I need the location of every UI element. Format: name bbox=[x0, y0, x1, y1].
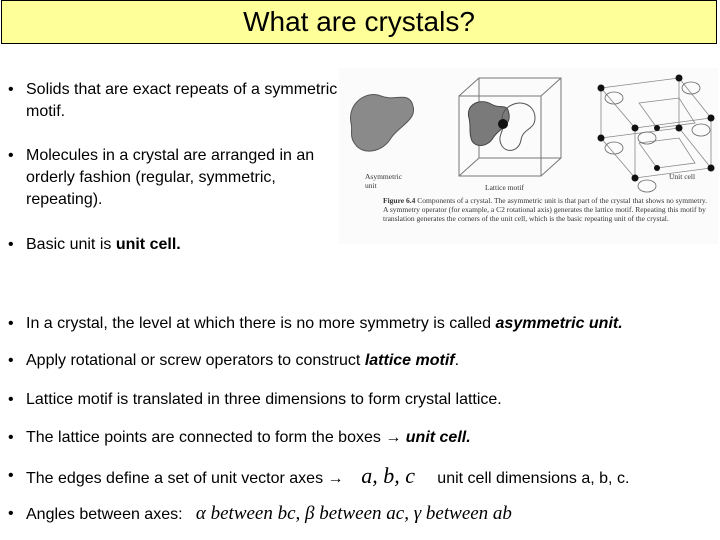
bullet-axis-angles bbox=[8, 503, 718, 526]
bullet-lattice-motif bbox=[8, 350, 718, 372]
bullet-dot: • bbox=[8, 81, 14, 98]
bullet-crystal-lattice bbox=[8, 389, 718, 411]
bullet-lattice-points bbox=[8, 427, 718, 449]
bullet-dot: • bbox=[8, 352, 14, 369]
unit-vector-math: a, b, c bbox=[361, 463, 416, 488]
bullet-dot: • bbox=[8, 505, 14, 522]
bullet-symmetric-motif bbox=[8, 79, 338, 123]
figure-caption bbox=[383, 196, 713, 223]
bullet-text: Molecules in a crystal are arranged in an orderly fashion (regular, symmetric, repeating). bbox=[26, 147, 315, 208]
axis-angles-math: α between bc, β between ac, γ between ab bbox=[195, 503, 512, 524]
bullet-text: Lattice motif is translated in three dimensions to form crystal lattice. bbox=[26, 391, 502, 408]
bullet-text: Apply rotational or screw operators to construct bbox=[26, 352, 365, 369]
rotation-axis-dot bbox=[498, 119, 508, 129]
bullet-dot: • bbox=[8, 147, 14, 164]
arrow-icon: → bbox=[327, 470, 344, 487]
figure-caption-label: Figure 6.4 bbox=[383, 196, 416, 205]
bullet-suffix: . bbox=[454, 352, 460, 369]
bullet-dot: • bbox=[8, 467, 14, 484]
bullet-text: The lattice points are connected to form the boxes bbox=[26, 429, 386, 446]
bullet-asymmetric-unit bbox=[8, 313, 718, 335]
bullet-dot: • bbox=[8, 236, 14, 253]
bullet-unit-vectors bbox=[8, 465, 718, 490]
bullet-emph: unit cell. bbox=[115, 236, 181, 253]
bullet-orderly-fashion bbox=[8, 145, 338, 211]
arrow-icon: → bbox=[385, 429, 402, 446]
title-bar bbox=[1, 0, 717, 44]
bullet-suffix: unit cell dimensions a, b, c. bbox=[437, 470, 630, 487]
label-unit-cell: Unit cell bbox=[669, 172, 696, 181]
bullet-emph: lattice motif bbox=[364, 352, 455, 369]
crystal-components-figure bbox=[339, 68, 718, 244]
asymmetric-unit-blob bbox=[350, 95, 413, 152]
label-asymmetric-unit: Asymmetric unit bbox=[365, 172, 403, 190]
bullet-text: Angles between axes: bbox=[26, 506, 183, 523]
bullet-dot: • bbox=[8, 429, 14, 446]
page-title: What are crystals? bbox=[243, 6, 475, 37]
bullet-text: Solids that are exact repeats of a symmetric motif. bbox=[26, 81, 338, 120]
bullet-emph: unit cell. bbox=[405, 429, 471, 446]
bullet-unit-cell bbox=[8, 234, 338, 256]
bullet-text: Basic unit is bbox=[26, 236, 116, 253]
bullet-dot: • bbox=[8, 391, 14, 408]
bullet-text: In a crystal, the level at which there is no more symmetry is called bbox=[26, 315, 496, 332]
figure-caption-text: Components of a crystal. The asymmetric unit is that part of the crystal that shows no symmetry. A symmetry operator (for example, a C2 rotational axis) generates the lattice motif. Repeating this motif by translation generates the corners of the unit cell, which is the basic repeating unit of the crystal. bbox=[383, 196, 707, 223]
bullet-emph: asymmetric unit. bbox=[495, 315, 623, 332]
lattice-points bbox=[598, 75, 715, 182]
label-lattice-motif: Lattice motif bbox=[485, 183, 524, 192]
bullet-dot: • bbox=[8, 315, 14, 332]
bullet-text: The edges define a set of unit vector axes bbox=[26, 470, 328, 487]
